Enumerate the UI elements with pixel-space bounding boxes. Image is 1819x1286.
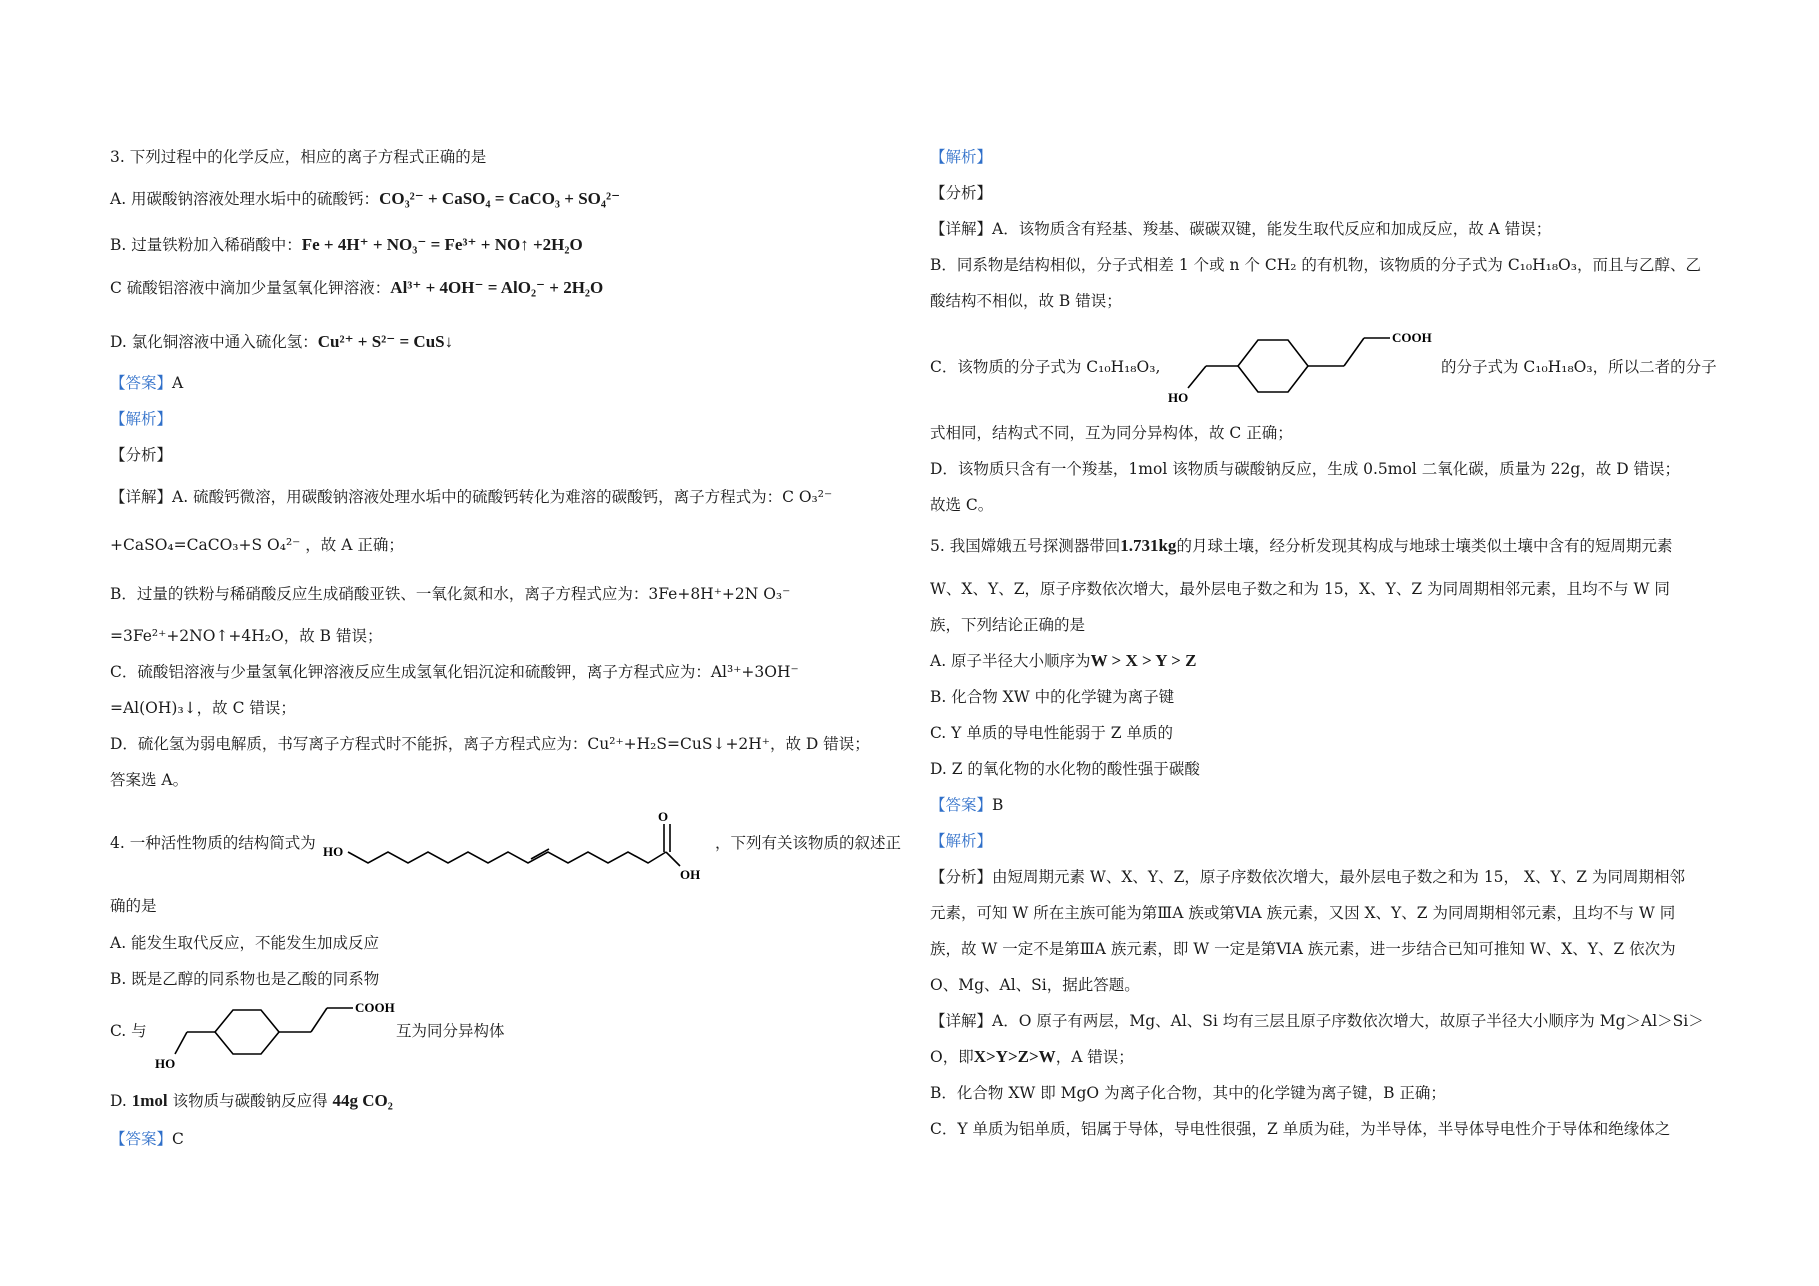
q3-detail-b-line1: B．过量的铁粉与稀硝酸反应生成硝酸亚铁、一氧化氮和水，离子方程式应为：3Fe+8H⁺+2N O₃⁻ [110, 585, 791, 603]
q4-detail-b-line2: 酸结构不相似，故 B 错误； [930, 292, 1122, 310]
q5-fenxi-line1: 【分析】由短周期元素 W、X、Y、Z，原子序数依次增大，最外层电子数之和为 15， X、Y、Z 为同周期相邻 [930, 868, 1685, 886]
q5-detail-a-line1: 【详解】A．O 原子有两层，Mg、Al、Si 均有三层且原子序数依次增大，故原子半径大小顺序为 Mg＞Al＞Si＞ [930, 1012, 1704, 1030]
q5-option-b: B. 化合物 XW 中的化学键为离子键 [930, 688, 1175, 706]
q4-detail-c-prefix: C．该物质的分子式为 C₁₀H₁₈O₃, [930, 358, 1161, 376]
q5-stem-line1: 5. 我国嫦娥五号探测器带回1.731kg的月球土壤，经分析发现其构成与地球士壤类似土壤中含有的短周期元素 [930, 536, 1673, 555]
q4-answer: 【答案】C [110, 1130, 184, 1148]
q3-option-a: A. 用碳酸钠溶液处理水垢中的硫酸钙：CO₃²⁻ + CaSO₄ = CaCO₃ + SO₄²⁻ [110, 189, 621, 208]
q5-detail-c: C．Y 单质为铝单质，铝属于导体，导电性很强，Z 单质为硅，为半导体，半导体导电性介于导体和绝缘体之 [930, 1120, 1671, 1138]
q4-stem-suffix: ，下列有关该物质的叙述正 [715, 834, 902, 852]
q4-stem-prefix: 4. 一种活性物质的结构简式为 [110, 834, 316, 852]
q4-conclusion: 故选 C。 [930, 496, 994, 514]
q3-fenxi-label: 【分析】 [110, 446, 173, 464]
q4-option-c-suffix: 互为同分异构体 [396, 1022, 505, 1040]
q4-detail-c-line2: 式相同，结构式不同，互为同分异构体，故 C 正确； [930, 424, 1293, 442]
q4-jiexi-label: 【解析】 [930, 148, 993, 166]
q4-detail-b-line1: B．同系物是结构相似，分子式相差 1 个或 n 个 CH₂ 的有机物，该物质的分子式为 C₁₀H₁₈O₃，而且与乙醇、乙 [930, 256, 1701, 274]
q5-fenxi-line3: 族，故 W 一定不是第ⅢA 族元素，即 W 一定是第ⅥA 族元素，进一步结合已知可推知 W、X、Y、Z 依次为 [930, 940, 1676, 958]
q5-stem-line2: W、X、Y、Z，原子序数依次增大，最外层电子数之和为 15，X、Y、Z 为同周期相邻元素，且均不与 W 同 [930, 580, 1670, 598]
detail-isomer-ho-label: HO [1168, 390, 1189, 404]
q5-answer: 【答案】B [930, 796, 1004, 814]
q3-detail-d: D．硫化氢为弱电解质，书写离子方程式时不能拆，离子方程式应为：Cu²⁺+H₂S=CuS↓+2H⁺，故 D 错误； [110, 735, 870, 753]
detail-isomer-cooh-label: COOH [1392, 330, 1432, 345]
q3-option-c-equation: Al³⁺ + 4OH⁻ = AlO₂⁻ + 2H₂O [390, 278, 604, 297]
active-substance-structure [323, 808, 783, 884]
q4-fenxi-label: 【分析】 [930, 184, 993, 202]
q5-fenxi-line2: 元素，可知 W 所在主族可能为第ⅢA 族或第ⅥA 族元素，又因 X、Y、Z 为同周期相邻元素，且均不与 W 同 [930, 904, 1676, 922]
q3-option-a-equation: CO₃²⁻ + CaSO₄ = CaCO₃ + SO₄²⁻ [379, 189, 621, 208]
q4-option-d: D. 1mol 该物质与碳酸钠反应得 44g CO₂ [110, 1091, 393, 1110]
q4-option-c-prefix: C. 与 [110, 1022, 147, 1040]
q4-detail-c-suffix: 的分子式为 C₁₀H₁₈O₃，所以二者的分子 [1441, 358, 1717, 376]
q3-option-d-equation: Cu²⁺ + S²⁻ = CuS↓ [317, 332, 454, 351]
q5-detail-b: B．化合物 XW 即 MgO 为离子化合物，其中的化学键为离子键，B 正确； [930, 1084, 1446, 1102]
q4-option-b: B. 既是乙醇的同系物也是乙酸的同系物 [110, 970, 380, 988]
q3-option-c: C 硫酸铝溶液中滴加少量氢氧化钾溶液：Al³⁺ + 4OH⁻ = AlO₂⁻ + 2H₂O [110, 278, 604, 297]
q5-jiexi-label: 【解析】 [930, 832, 993, 850]
structure-o-label: O [658, 809, 669, 824]
q3-detail-c-line1: C．硫酸铝溶液与少量氢氧化钾溶液反应生成氢氧化铝沉淀和硫酸钾，离子方程式应为：Al³⁺+3OH⁻ [110, 663, 799, 681]
q4-option-a: A. 能发生取代反应，不能发生加成反应 [110, 934, 380, 952]
q3-detail-a-line2: +CaSO₄=CaCO₃+S O₄²⁻ ，故 A 正确； [110, 536, 404, 554]
q4-stem-continued: 确的是 [110, 897, 157, 915]
q5-detail-a-line2: O，即X>Y>Z>W，A 错误； [930, 1047, 1134, 1066]
structure-ho-label: HO [323, 844, 344, 859]
q3-option-d: D. 氯化铜溶液中通入硫化氢：Cu²⁺ + S²⁻ = CuS↓ [110, 332, 454, 351]
q3-detail-b-line2: =3Fe²⁺+2NO↑+4H₂O，故 B 错误； [110, 627, 383, 645]
q5-fenxi-line4: O、Mg、Al、Si，据此答题。 [930, 976, 1140, 994]
q3-detail-a-line1: 【详解】A. 硫酸钙微溶，用碳酸钠溶液处理水垢中的硫酸钙转化为难溶的碳酸钙，离子方程式为：C O₃²⁻ [110, 488, 833, 506]
q4-detail-d: D．该物质只含有一个羧基，1mol 该物质与碳酸钠反应，生成 0.5mol 二氧化碳，质量为 22g，故 D 错误； [930, 460, 1681, 478]
double-bond-line [531, 849, 549, 859]
q3-answer: 【答案】A [110, 374, 184, 392]
q3-conclusion: 答案选 A。 [110, 771, 189, 789]
q4-detail-a: 【详解】A．该物质含有羟基、羧基、碳碳双键，能发生取代反应和加成反应，故 A 错误； [930, 220, 1552, 238]
q3-stem: 3. 下列过程中的化学反应，相应的离子方程式正确的是 [110, 148, 487, 166]
q5-stem-line3: 族，下列结论正确的是 [930, 616, 1086, 634]
structure-oh-label: OH [680, 867, 701, 882]
q3-option-b: B. 过量铁粉加入稀硝酸中：Fe + 4H⁺ + NO₃⁻ = Fe³⁺ + NO↑ +2H₂O [110, 235, 583, 254]
isomer-ho-label: HO [155, 1056, 176, 1070]
q5-option-a: A. 原子半径大小顺序为W > X > Y > Z [930, 651, 1197, 670]
isomer-cooh-label: COOH [355, 1000, 395, 1015]
q3-jiexi-label: 【解析】 [110, 410, 173, 428]
q5-option-c: C. Y 单质的导电性能弱于 Z 单质的 [930, 724, 1173, 742]
q3-option-b-equation: Fe + 4H⁺ + NO₃⁻ = Fe³⁺ + NO↑ +2H₂O [301, 235, 583, 254]
q3-detail-c-line2: =Al(OH)₃↓，故 C 错误； [110, 699, 296, 717]
q5-option-d: D. Z 的氧化物的水化物的酸性强于碳酸 [930, 760, 1200, 778]
